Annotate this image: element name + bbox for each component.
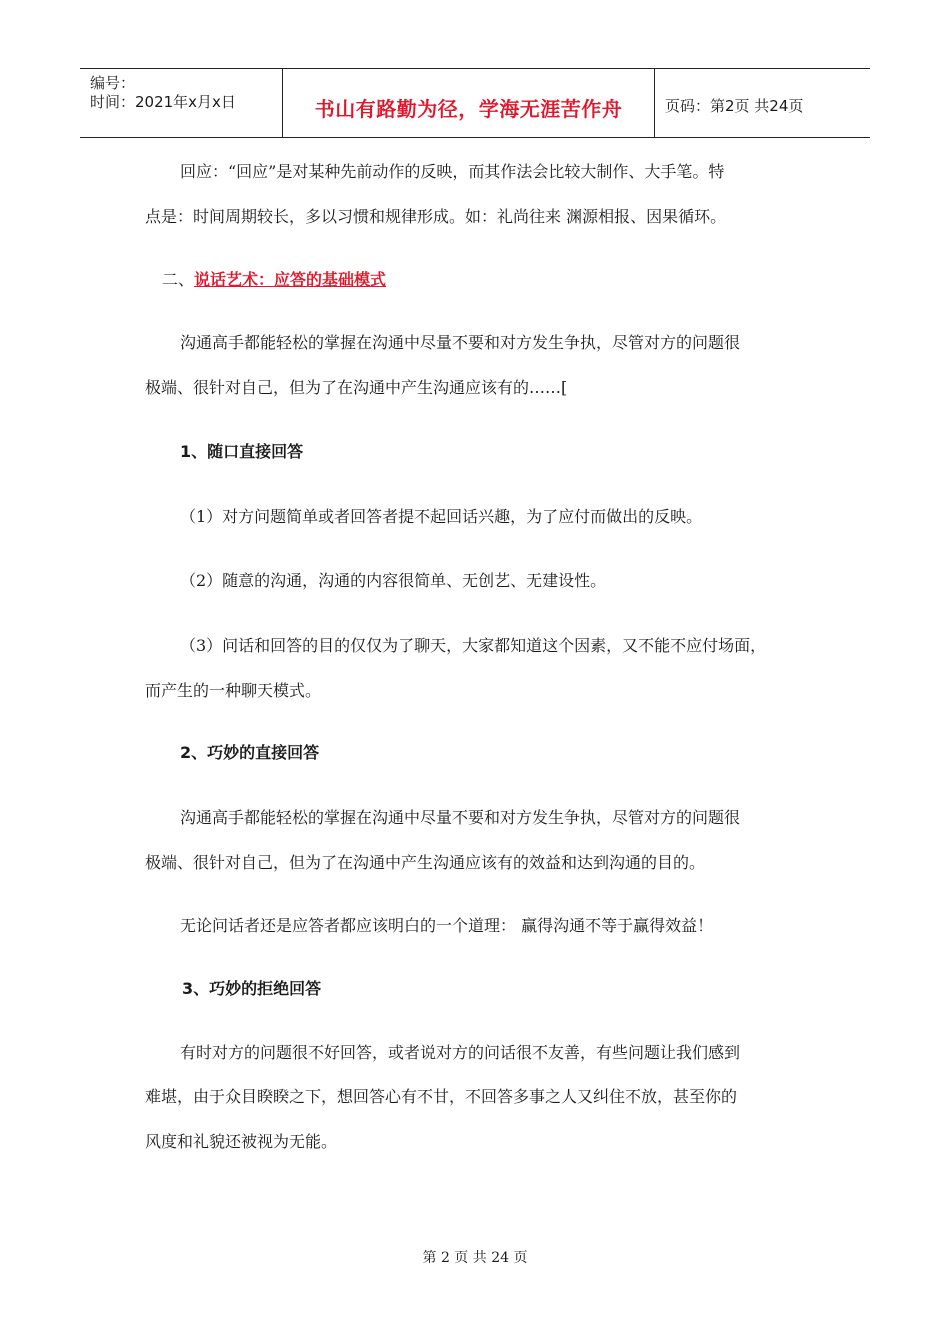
header-right-cell [655,69,870,137]
list-item: （3）问话和回答的目的仅仅为了聊天，大家都知道这个因素，又不能不应付场面， [180,636,767,655]
paragraph-line: 有时对方的问题很不好回答，或者说对方的问话很不友善，有些问题让我们感到 [180,1043,741,1062]
paragraph-line: 难堪，由于众目睽睽之下，想回答心有不甘，不回答多事之人又纠住不放，甚至你的 [145,1087,738,1106]
subheading-1: 1、随口直接回答 [180,442,304,461]
paragraph-line: 极端、很针对自己，但为了在沟通中产生沟通应该有的……[ [145,378,568,397]
list-item-continuation: 而产生的一种聊天模式。 [145,681,322,700]
paragraph-line: 回应：“回应”是对某种先前动作的反映，而其作法会比较大制作、大手笔。特 [180,162,725,181]
header-left-cell [80,69,282,137]
paragraph-line: 无论问话者还是应答者都应该明白的一个道理： 赢得沟通不等于赢得效益！ [180,916,714,935]
section-heading [162,270,386,290]
number-label: 编号： [90,74,136,92]
list-item: （1）对方问题简单或者回答者提不起回话兴趣，为了应付而做出的反映。 [180,507,703,526]
paragraph-line: 极端、很针对自己，但为了在沟通中产生沟通应该有的效益和达到沟通的目的。 [145,853,706,872]
header-motto-cell [282,69,655,137]
page-footer: 第 2 页 共 24 页 [422,1250,528,1266]
section-title: 说话艺术：应答的基础模式 [194,270,387,289]
section-number: 二、 [162,270,195,289]
subheading-2: 2、巧妙的直接回答 [180,743,320,762]
time-label: 时间：2021年x月x日 [90,93,236,111]
paragraph-line: 沟通高手都能轻松的掌握在沟通中尽量不要和对方发生争执，尽管对方的问题很 [180,808,741,827]
paragraph-line: 沟通高手都能轻松的掌握在沟通中尽量不要和对方发生争执，尽管对方的问题很 [180,333,741,352]
list-item: （2）随意的沟通，沟通的内容很简单、无创艺、无建设性。 [180,571,607,590]
header-motto: 书山有路勤为径，学海无涯苦作舟 [314,97,623,121]
document-header [80,68,870,138]
paragraph-line: 点是：时间周期较长，多以习惯和规律形成。如：礼尚往来 渊源相报、因果循环。 [145,207,727,226]
paragraph-line: 风度和礼貌还被视为无能。 [145,1132,338,1151]
subheading-3: 3、巧妙的拒绝回答 [182,979,322,998]
header-page-info: 页码：第2页 共24页 [665,97,804,115]
